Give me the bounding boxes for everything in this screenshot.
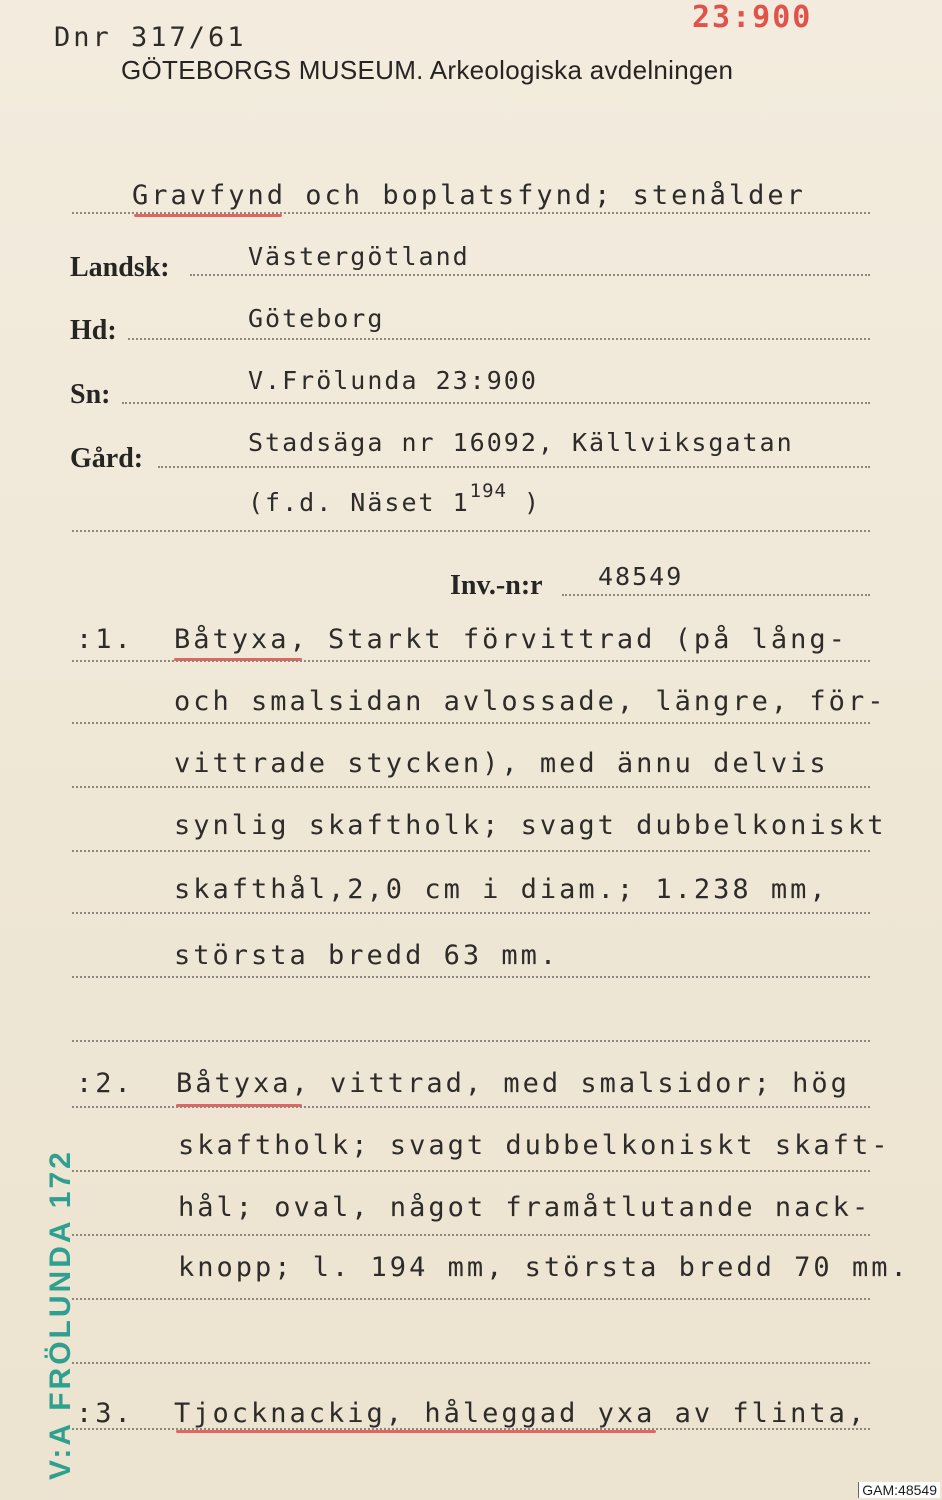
landsk-value: Västergötland [248,242,470,271]
landsk-label: Landsk: [70,252,170,283]
dotted-rule [72,660,870,662]
dotted-rule [562,594,870,596]
gard-label: Gård: [70,443,144,474]
item-line: skaftholk; svagt dubbelkoniskt skaft- [178,1130,891,1161]
find-title: Gravfynd och boplatsfynd; stenålder [132,180,806,211]
item-line: synlig skaftholk; svagt dubbelkoniskt [174,810,887,841]
sn-label: Sn: [70,379,111,410]
dotted-rule [190,274,870,276]
dotted-rule [72,1428,870,1430]
dotted-rule [72,530,870,532]
dotted-rule [72,850,870,852]
dotted-rule [72,1106,870,1108]
item-line: knopp; l. 194 mm, största bredd 70 mm. [178,1252,910,1283]
dotted-rule [72,1362,870,1364]
red-catalogue-number: 23:900 [692,0,813,35]
image-id-label: GAM:48549 [858,1482,940,1498]
item-line: vittrade stycken), med ännu delvis [174,748,829,779]
dnr-number: Dnr 317/61 [54,22,247,53]
red-underline [134,214,282,217]
inv-value: 48549 [598,562,684,591]
gard-value-former: (f.d. Näset $1^{194}$ ) [248,480,542,517]
dotted-rule [72,1040,870,1042]
dotted-rule [72,1234,870,1236]
dotted-rule [158,466,870,468]
gard-value: Stadsäga nr 16092, Källviksgatan [248,428,794,457]
item-line: största bredd 63 mm. [174,940,560,971]
item-line: Båtyxa, Starkt förvittrad (på lång- [174,624,848,655]
item-number: :3. [76,1398,134,1429]
dotted-rule [72,912,870,914]
item-line: Båtyxa, vittrad, med smalsidor; hög [176,1068,850,1099]
dotted-rule [72,1170,870,1172]
dotted-rule [72,976,870,978]
item-line: och smalsidan avlossade, längre, för- [174,686,887,717]
item-number: :2. [76,1068,134,1099]
museum-header: GÖTEBORGS MUSEUM. Arkeologiska avdelningen [121,55,734,85]
sn-value: V.Frölunda 23:900 [248,366,538,395]
dotted-rule [122,402,870,404]
item-line: skafthål,2,0 cm i diam.; 1.238 mm, [174,874,829,905]
red-underline [176,1430,656,1433]
item-line: Tjocknackig, håleggad yxa av flinta, [174,1398,868,1429]
hd-label: Hd: [70,315,117,346]
superscript-number: 194 [469,480,507,502]
dotted-rule [72,722,870,724]
item-number: :1. [76,624,134,655]
dotted-rule [128,338,870,340]
inv-label: Inv.-n:r [450,570,543,601]
location-stamp: V:A FRÖLUNDA 172 [44,1149,77,1480]
dotted-rule [72,1298,870,1300]
dotted-rule [72,786,870,788]
hd-value: Göteborg [248,304,385,333]
item-line: hål; oval, något framåtlutande nack- [178,1192,872,1223]
